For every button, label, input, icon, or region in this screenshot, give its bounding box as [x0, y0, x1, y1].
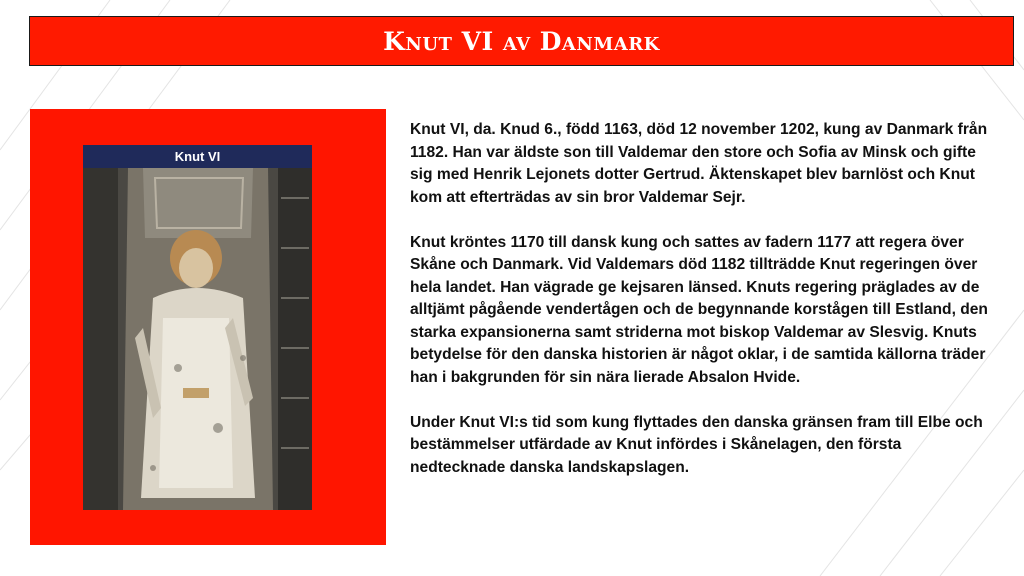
slide-title: Knut VI av Danmark: [383, 26, 660, 56]
body-text: [410, 119, 1000, 479]
portrait-image: [83, 145, 312, 510]
title-bar: [29, 16, 1014, 66]
fresco-painting: [83, 168, 312, 510]
paragraph-2: Knut kröntes 1170 till dansk kung och sattes av fadern 1177 att regera över Skåne och Danmark. Vid Valdemars död 1182 tillträdde Knut regeringen över hela landet. Han vägrade ge kejsaren länsed. Knuts regering präglades av de alltjämt pågående vendertågen och de begynnande korstågen till Estland, den starka expansionerna samt striderna mot biskop Valdemar av Slesvig. Knuts betydelse för den danska historien är något oklar, i de samtida källorna träder han i bakgrunden för sin nära lierade Absalon Hvide.: [410, 233, 988, 386]
portrait-caption: Knut VI: [83, 145, 312, 168]
paragraph-3: Under Knut VI:s tid som kung flyttades den danska gränsen fram till Elbe och bestämmelser utfärdade av Knut infördes i Skånelagen, den första nedtecknade danska landskapslagen.: [410, 413, 983, 476]
paragraph-1: Knut VI, da. Knud 6., född 1163, död 12 november 1202, kung av Danmark från 1182. Han var äldste son till Valdemar den store och Sofia av Minsk och gifte sig med Henrik Lejonets dotter Gertrud. Äktenskapet blev barnlöst och Knut kom att efterträdas av sin bror Valdemar Sejr.: [410, 121, 988, 206]
